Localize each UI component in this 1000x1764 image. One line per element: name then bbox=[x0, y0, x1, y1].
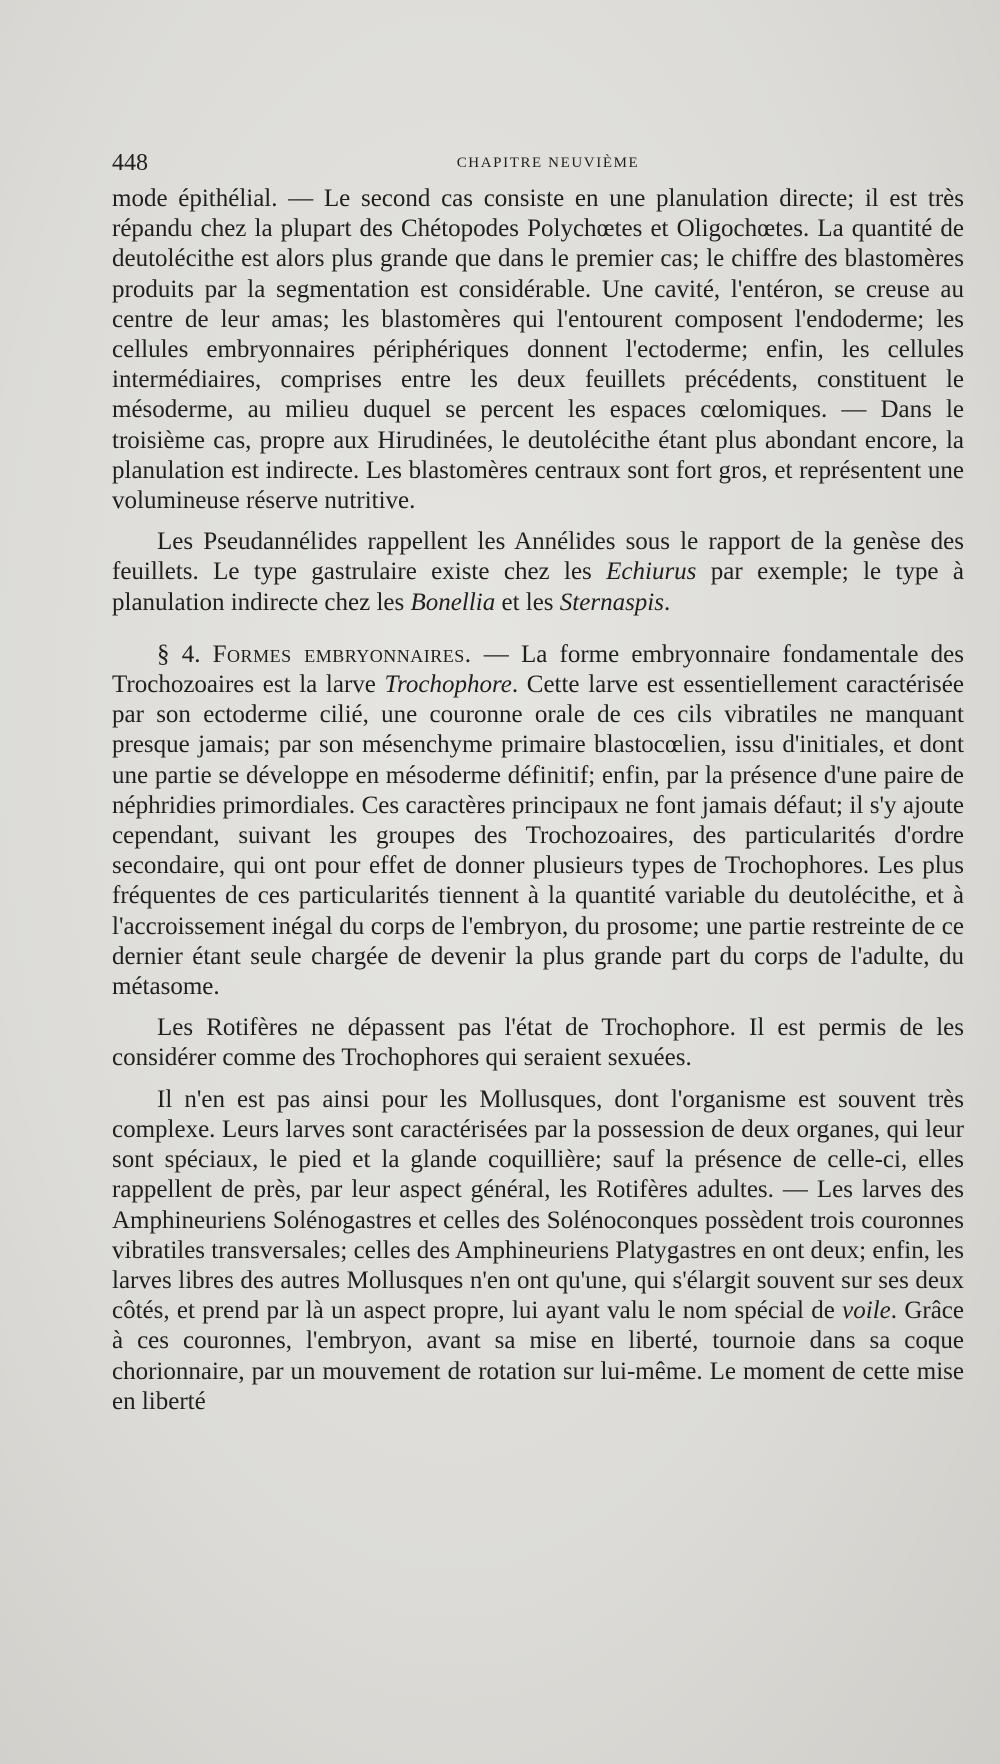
section-number: § 4. bbox=[157, 640, 213, 668]
paragraph-2-text-e: et les bbox=[495, 588, 560, 616]
body-text bbox=[112, 184, 964, 1417]
page-header bbox=[112, 146, 984, 180]
section-heading: Formes embryonnaires. bbox=[212, 640, 472, 668]
paragraph-5 bbox=[112, 1085, 964, 1417]
paragraph-5-text-a: Il n'en est pas ainsi pour les Mollusques, dont l'organisme est souvent très complexe. Leurs larves sont caractérisées par la possession de deux organes, qui leur sont spéciaux, le pied et la glande coquillière; sauf la présence de celle-ci, elles rappellent de près, par leur aspect général, les Rotifères adultes. — Les larves des Amphineuriens Solénogastres et celles des Solénoconques possèdent trois couronnes vibratiles transversales; celles des Amphineuriens Platygastres en ont deux; enfin, les larves libres des autres Mollusques n'en ont qu'une, qui s'élargit souvent sur ses deux côtés, et prend par là un aspect propre, lui ayant valu le nom spécial de bbox=[112, 1085, 964, 1325]
taxon-bonellia: Bonellia bbox=[410, 588, 496, 616]
running-head: CHAPITRE NEUVIÈME bbox=[456, 155, 640, 171]
taxon-sternaspis: Sternaspis bbox=[559, 588, 664, 616]
paragraph-2-text-g: . bbox=[663, 588, 671, 616]
page-number: 448 bbox=[112, 150, 148, 176]
paragraph-2-text-c: par exemple; le type à planulation indirecte chez les bbox=[112, 558, 964, 616]
term-voile: voile bbox=[842, 1297, 891, 1325]
paragraph-3 bbox=[112, 640, 964, 1002]
paragraph-5-text-c: . Grâce à ces couronnes, l'embryon, avant sa mise en liberté, tournoie dans sa coque chorionnaire, par un mouvement de rotation sur lui-même. Le moment de cette mise en liberté bbox=[112, 1297, 964, 1415]
term-trochophore: Trochophore bbox=[384, 671, 512, 699]
paragraph-3-text-c: . Cette larve est essentiellement caractérisée par son ectoderme cilié, une couronne orale de ces cils vibratiles ne manquant presque jamais; par son mésenchyme primaire blastocœlien, issu d'initiales, et dont une partie se développe en mésoderme définitif; enfin, par la présence d'une paire de néphridies primordiales. Ces caractères principaux ne font jamais défaut; il s'y ajoute cependant, suivant les groupes des Trochozoaires, des particularités d'ordre secondaire, qui ont pour effet de donner plusieurs types de Trochophores. Les plus fréquentes de ces particularités tiennent à la quantité variable du deutolécithe, et à l'accroissement inégal du corps de l'embryon, du prosome; une partie restreinte de ce dernier étant seule chargée de devenir la plus grande part du corps de l'adulte, du métasome. bbox=[112, 671, 964, 1001]
paragraph-4: Les Rotifères ne dépassent pas l'état de Trochophore. Il est permis de les considérer comme des Trochophores qui seraient sexuées. bbox=[112, 1014, 964, 1072]
paragraph-3-text-a: — La forme embryonnaire fondamentale des Trochozoaires est la larve bbox=[112, 640, 964, 699]
paragraph-2-text-a: Les Pseudannélides rappellent les Annélides sous le rapport de la genèse des feuillets. Le type gastrulaire existe chez les bbox=[112, 528, 964, 586]
taxon-echiurus: Echiurus bbox=[606, 558, 697, 586]
paragraph-2 bbox=[112, 527, 964, 618]
paragraph-1: mode épithélial. — Le second cas consiste en une planulation directe; il est très répandu chez la plupart des Chétopodes Polychœtes et Oligochœtes. La quantité de deutolécithe est alors plus grande que dans le premier cas; le chiffre des blastomères produits par la segmentation est considérable. Une cavité, l'entéron, se creuse au centre de leur amas; les blastomères qui l'entourent composent l'endoderme; les cellules embryonnaires périphériques donnent l'ectoderme; enfin, les cellules intermédiaires, comprises entre les deux feuillets précédents, constituent le mésoderme, au milieu duquel se percent les espaces cœlomiques. — Dans le troisième cas, propre aux Hirudinées, le deutolécithe étant plus abondant encore, la planulation est indirecte. Les blastomères centraux sont fort gros, et représentent une volumineuse réserve nutritive. bbox=[112, 185, 964, 515]
